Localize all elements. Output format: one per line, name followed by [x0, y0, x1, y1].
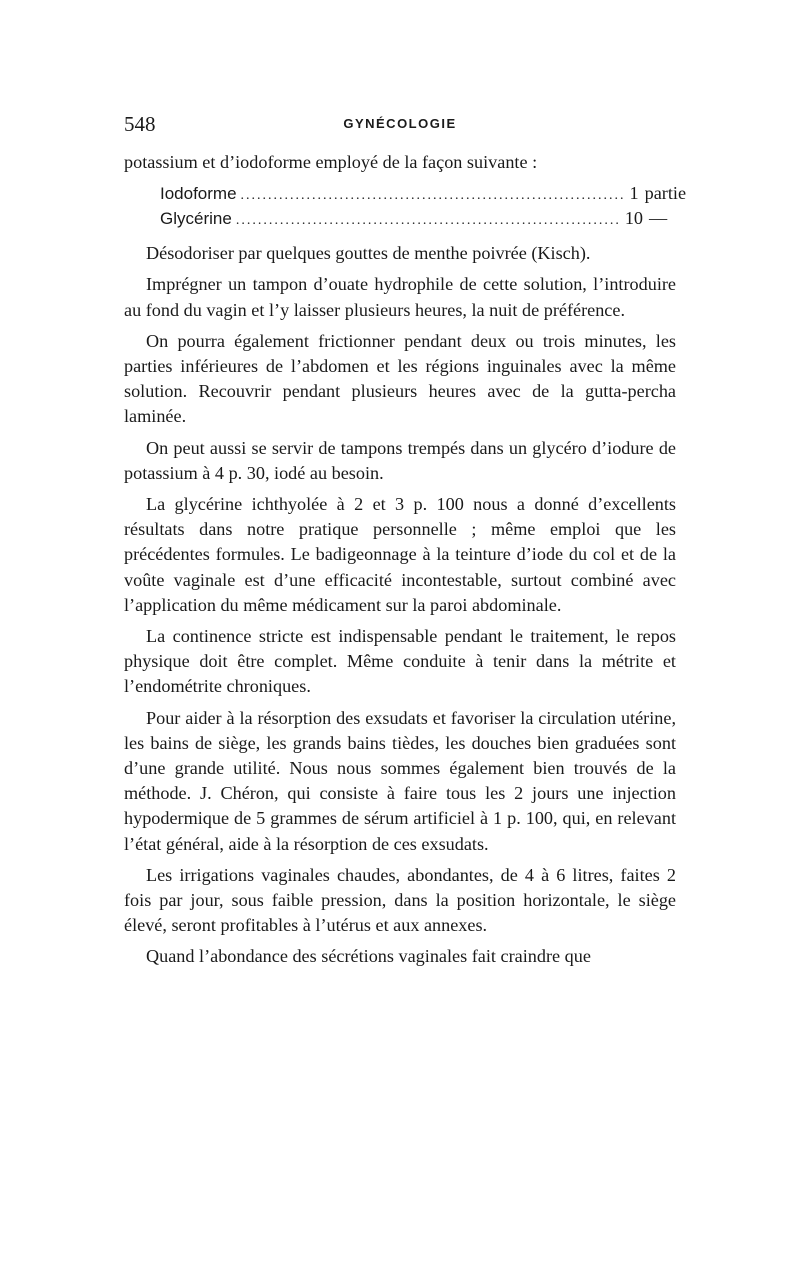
page-header [124, 112, 676, 140]
paragraph: Pour aider à la résorption des exsudats et favoriser la circulation utérine, les bains de siège, les grands bains tièdes, les douches bien graduées sont d’une grande utilité. Nous nous sommes également bien trouvés de la méthode. J. Chéron, qui consiste à faire tous les 2 jours une injection hypodermique de 5 grammes de sérum artificiel à 1 p. 100, qui, en relevant l’état général, aide à la résorption de ces exsudats. [124, 707, 676, 854]
body-text [124, 150, 687, 976]
leader-dots: ...................................................................... [235, 213, 621, 229]
recipe-unit: — [649, 208, 668, 229]
paragraph: On peut aussi se servir de tampons trempés dans un glycéro d’iodure de potassium à 4 p. 30, iodé au besoin. [124, 437, 676, 483]
paragraph: La glycérine ichthyolée à 2 et 3 p. 100 nous a donné d’excellents résultats dans notre pratique personnelle ; même emploi que les précédentes formules. Le badigeonnage à la teinture d’iode du col et de la voûte vaginale est d’une efficacité incontestable, surtout combiné avec l’application du même médicament sur la paroi abdominale. [124, 494, 676, 615]
recipe-row [160, 206, 668, 231]
paragraph: Les irrigations vaginales chaudes, abondantes, de 4 à 6 litres, faites 2 fois par jour, sous faible pression, dans la position horizontale, le siège élevé, seront profitables à l’utérus et aux annexes. [124, 864, 676, 936]
leader-dots: ...................................................................... [240, 188, 626, 204]
recipe-quantity: 10 [624, 208, 643, 229]
paragraph: Désodoriser par quelques gouttes de menthe poivrée (Kisch). [146, 243, 591, 264]
paragraph: La continence stricte est indispensable pendant le traitement, le repos physique doit être complet. Même conduite à tenir dans la métrite et l’endométrite chroniques. [124, 626, 676, 697]
recipe-ingredient: Iodoforme [160, 184, 237, 204]
recipe-quantity: 1 [629, 183, 639, 204]
page-number: 548 [124, 112, 156, 136]
paragraph: On pourra également frictionner pendant deux ou trois minutes, les parties inférieures de l’abdomen et les régions inguinales avec la même solution. Recouvrir pendant plusieurs heures avec de la gutta-percha laminée. [124, 330, 676, 427]
running-title: GYNÉCOLOGIE [343, 116, 457, 131]
recipe-unit: partie [644, 183, 687, 204]
recipe-ingredient: Glycérine [160, 209, 232, 229]
paragraph: Quand l’abondance des sécrétions vaginales fait craindre que [146, 946, 591, 967]
paragraph: Imprégner un tampon d’ouate hydrophile de cette solution, l’introduire au fond du vagin et l’y laisser plusieurs heures, la nuit de préférence. [124, 274, 676, 320]
intro-line: potassium et d’iodoforme employé de la façon suivante : [124, 152, 538, 172]
recipe-table [160, 181, 687, 231]
recipe-row [160, 181, 687, 206]
